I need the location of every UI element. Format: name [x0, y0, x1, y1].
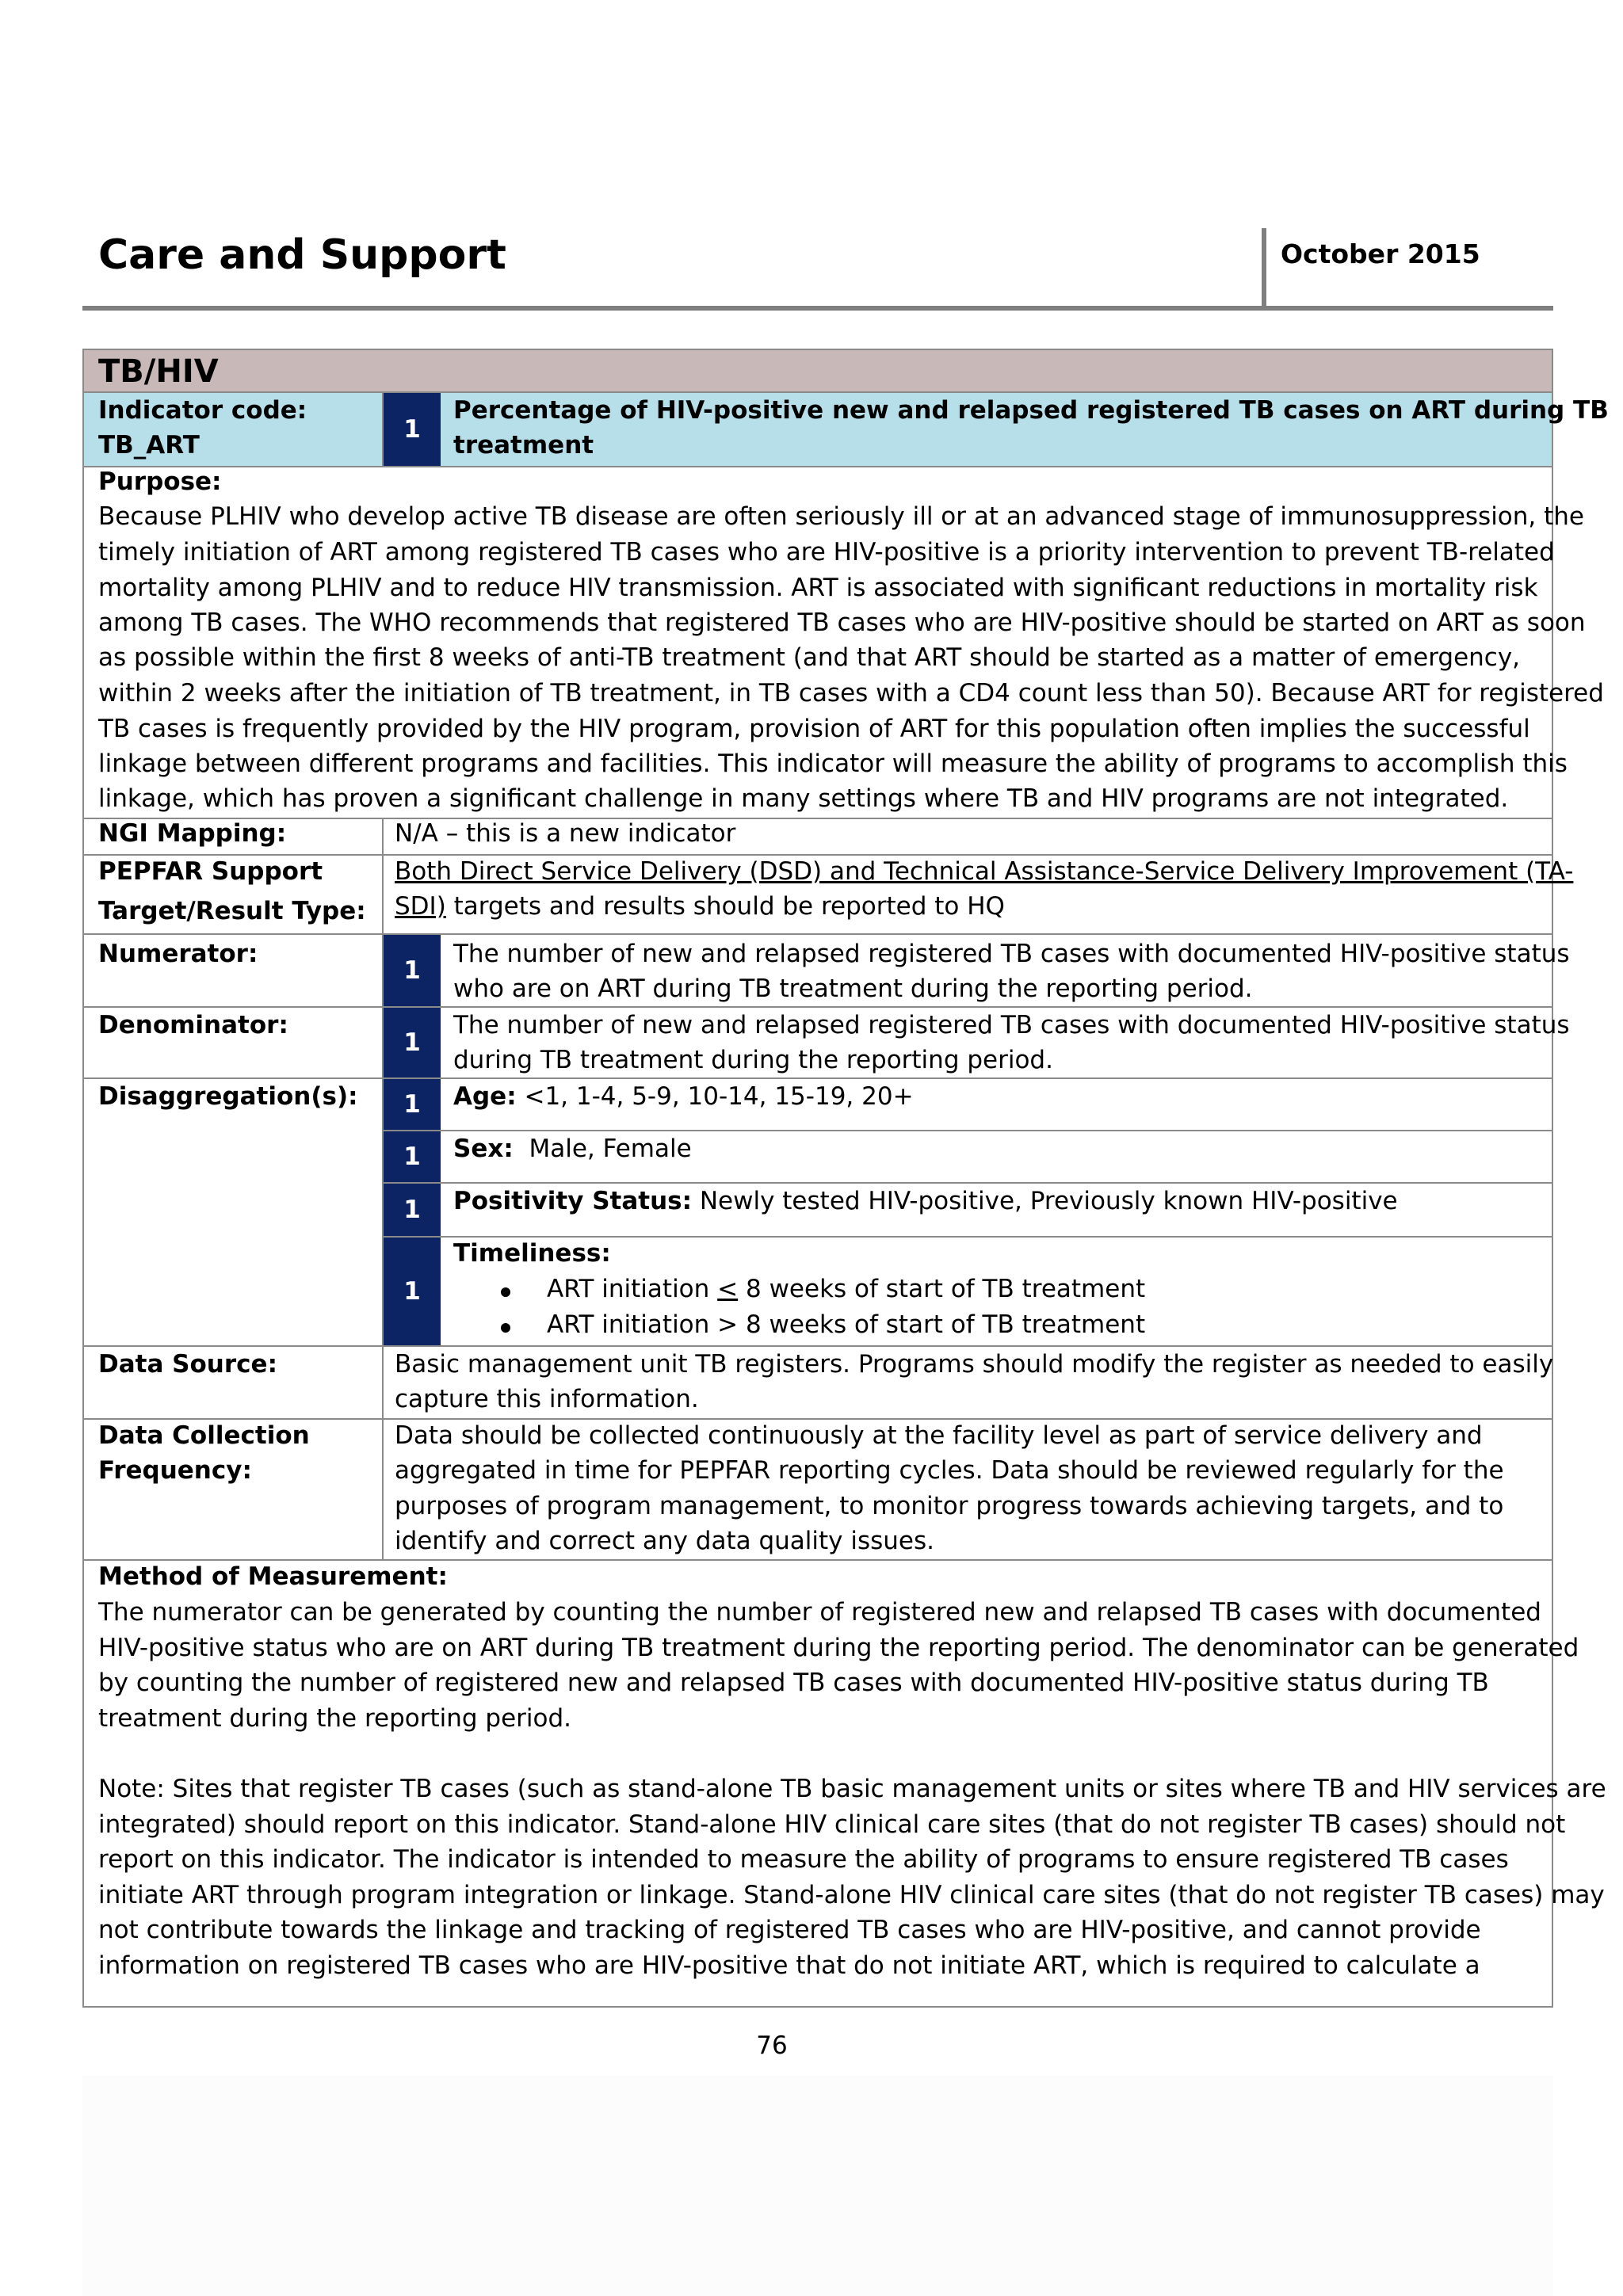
purpose-line: TB cases is frequently provided by the HIV program, provision of ART for this population often implies the successful [98, 715, 1530, 743]
purpose-label: Purpose: [98, 467, 222, 496]
numerator-line: The number of new and relapsed registered TB cases with documented HIV-positive status [453, 940, 1570, 968]
ngi-label: NGI Mapping: [98, 819, 287, 848]
positivity-label: Positivity Status: [453, 1187, 692, 1215]
purpose-line: linkage between different programs and facilities. This indicator will measure the ability of programs to accomplish this [98, 749, 1568, 778]
timeliness-badge: 1 [384, 1238, 441, 1345]
purpose-line: Because PLHIV who develop active TB disease are often seriously ill or at an advanced stage of immunosuppression, the [98, 502, 1585, 531]
positivity-badge: 1 [384, 1184, 441, 1236]
section-title: TB/HIV [98, 353, 219, 390]
timeliness-item: ART initiation > 8 weeks of start of TB treatment [547, 1310, 1146, 1339]
purpose-line: mortality among PLHIV and to reduce HIV transmission. ART is associated with significant reductions in mortality risk [98, 574, 1538, 602]
purpose-line: as possible within the first 8 weeks of anti-TB treatment (and that ART should be started as a matter of emergency, [98, 643, 1521, 672]
page-number: 76 [756, 2031, 788, 2060]
age-label: Age: [453, 1082, 517, 1111]
sex-badge: 1 [384, 1131, 441, 1182]
indicator-title-line: treatment [453, 431, 594, 460]
positivity-row [453, 1184, 1398, 1219]
collection-label: Frequency: [98, 1456, 252, 1485]
numerator-line: who are on ART during TB treatment during the reporting period. [453, 974, 1253, 1003]
positivity-value: Newly tested HIV-positive, Previously known HIV-positive [692, 1187, 1398, 1215]
purpose-line: within 2 weeks after the initiation of TB treatment, in TB cases with a CD4 count less than 50). Because ART for registered [98, 679, 1604, 707]
method-label: Method of Measurement: [98, 1562, 448, 1591]
indicator-code: TB_ART [98, 431, 200, 460]
pepfar-rest: targets and results should be reported to HQ [445, 892, 1005, 921]
header-rule [82, 306, 1553, 311]
note-line: information on registered TB cases who are HIV-positive that do not initiate ART, which is required to calculate a [98, 1951, 1480, 1980]
data-source-line: capture this information. [395, 1385, 699, 1413]
timeliness-item-text: 8 weeks of start of TB treatment [738, 1275, 1146, 1303]
note-line: integrated) should report on this indicator. Stand-alone HIV clinical care sites (that do not register TB cases) should not [98, 1810, 1566, 1839]
denominator-line: during TB treatment during the reporting period. [453, 1046, 1053, 1074]
divider [82, 818, 1553, 819]
numerator-badge: 1 [384, 935, 441, 1006]
disaggregation-label: Disaggregation(s): [98, 1082, 358, 1111]
bullet-icon [501, 1323, 510, 1333]
sex-label: Sex: [453, 1135, 514, 1163]
timeliness-item-symbol: < [717, 1275, 739, 1303]
pepfar-value-line: Both Direct Service Delivery (DSD) and Technical Assistance-Service Delivery Improvement (TA- [395, 857, 1574, 886]
collection-line: purposes of program management, to monitor progress towards achieving targets, and to [395, 1492, 1504, 1520]
method-line: The numerator can be generated by counting the number of registered new and relapsed TB cases with documented [98, 1598, 1541, 1627]
pepfar-underlined: SDI) [395, 892, 446, 921]
pepfar-label: Target/Result Type: [98, 897, 366, 925]
divider [82, 466, 1553, 467]
purpose-line: among TB cases. The WHO recommends that registered TB cases who are HIV-positive should be started on ART as soon [98, 608, 1586, 637]
denominator-badge: 1 [384, 1008, 441, 1077]
age-value: <1, 1-4, 5-9, 10-14, 15-19, 20+ [516, 1082, 914, 1111]
header-divider [1262, 228, 1266, 309]
pepfar-label: PEPFAR Support [98, 857, 323, 886]
indicator-badge: 1 [384, 393, 441, 466]
ngi-value: N/A – this is a new indicator [395, 819, 736, 848]
method-line: by counting the number of registered new and relapsed TB cases with documented HIV-positive status during TB [98, 1669, 1489, 1697]
numerator-label: Numerator: [98, 940, 258, 968]
collection-line: Data should be collected continuously at the facility level as part of service delivery and [395, 1421, 1483, 1450]
indicator-code-label: Indicator code: [98, 396, 307, 425]
purpose-line: timely initiation of ART among registered TB cases who are HIV-positive is a priority intervention to prevent TB-related [98, 538, 1555, 566]
divider [82, 933, 1553, 935]
page-title: Care and Support [98, 231, 506, 279]
denominator-line: The number of new and relapsed registered TB cases with documented HIV-positive status [453, 1011, 1570, 1039]
page-bottom-tint [82, 2076, 1553, 2296]
timeliness-item [547, 1272, 1145, 1307]
sex-value: Male, Female [513, 1135, 692, 1163]
timeliness-label: Timeliness: [453, 1239, 611, 1268]
purpose-line: linkage, which has proven a significant challenge in many settings where TB and HIV programs are not integrated. [98, 784, 1509, 813]
collection-line: identify and correct any data quality issues. [395, 1527, 934, 1555]
denominator-label: Denominator: [98, 1011, 288, 1039]
indicator-title-line: Percentage of HIV-positive new and relapsed registered TB cases on ART during TB [453, 396, 1609, 425]
age-row [453, 1079, 914, 1115]
note-line: not contribute towards the linkage and tracking of registered TB cases who are HIV-positive, and cannot provide [98, 1916, 1481, 1944]
pepfar-value-line [395, 889, 1005, 925]
note-line: initiate ART through program integration or linkage. Stand-alone HIV clinical care sites (that do not register TB cases) may [98, 1881, 1605, 1909]
timeliness-item-text: ART initiation [547, 1275, 718, 1303]
data-source-line: Basic management unit TB registers. Programs should modify the register as needed to easily [395, 1350, 1554, 1379]
collection-line: aggregated in time for PEPFAR reporting cycles. Data should be reviewed regularly for the [395, 1456, 1504, 1485]
method-line: treatment during the reporting period. [98, 1704, 572, 1733]
divider [382, 393, 384, 466]
data-source-label: Data Source: [98, 1350, 277, 1379]
method-line: HIV-positive status who are on ART during TB treatment during the reporting period. The denominator can be generated [98, 1634, 1579, 1662]
collection-label: Data Collection [98, 1421, 310, 1450]
header-date: October 2015 [1281, 238, 1480, 269]
age-badge: 1 [384, 1079, 441, 1130]
note-line: report on this indicator. The indicator is intended to measure the ability of programs to ensure registered TB cases [98, 1845, 1509, 1874]
sex-row [453, 1131, 692, 1167]
bullet-icon [501, 1287, 510, 1297]
note-line: Note: Sites that register TB cases (such as stand-alone TB basic management units or sites where TB and HIV services are [98, 1775, 1606, 1803]
section-header [84, 350, 1552, 391]
